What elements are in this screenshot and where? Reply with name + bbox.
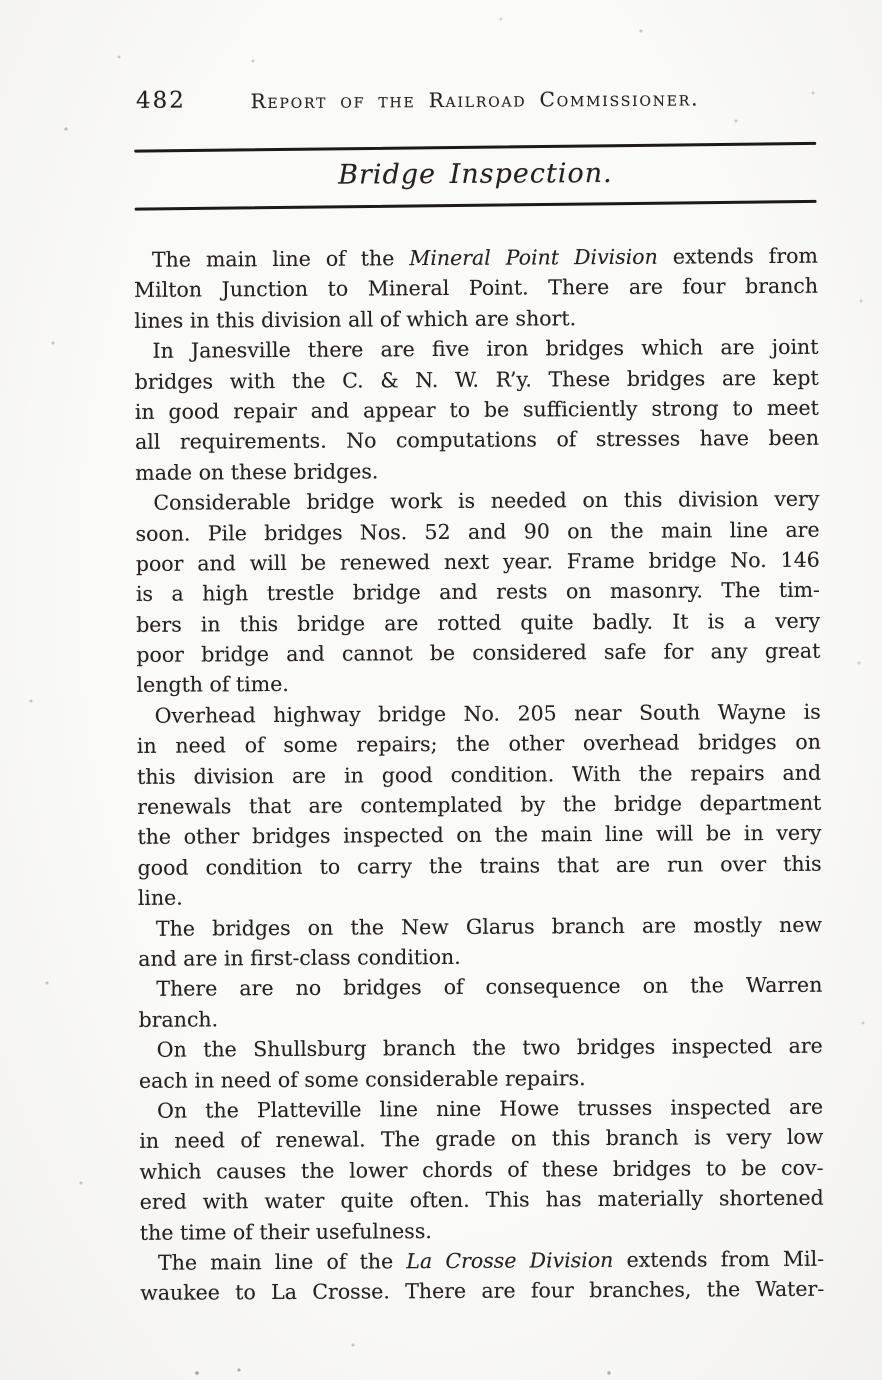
text-segment: On the Platteville line nine Howe trusses inspected are [157,1094,824,1123]
text-line [139,1152,823,1187]
divider-top [134,142,816,153]
text-line [134,301,818,336]
text-segment: ered with water quite often. This has materially shortened [139,1185,824,1214]
text-line [137,697,821,732]
paragraph [138,909,822,974]
paragraph [135,484,820,701]
text-line [138,909,822,944]
text-segment: is a high trestle bridge and rests on masonry. The tim- [135,577,821,607]
text-segment: extends from Mil- [613,1246,825,1272]
text-segment: the time of their usefulness. [139,1218,432,1245]
text-segment: soon. Pile bridges Nos. 52 and 90 on the main line are [135,517,820,546]
text-line [138,879,822,914]
text-line [139,1092,823,1127]
text-segment: The main line of the [157,1249,407,1275]
text-line [140,1244,824,1279]
paragraph [134,241,819,336]
text-segment: in need of some repairs; the other overhead bridges on [136,729,821,759]
page-number: 482 [135,87,186,114]
text-line [136,575,820,610]
italic-text: La Crosse Division [406,1247,614,1274]
text-line [135,514,819,549]
text-segment: poor and will be renewed next year. Frame bridge No. 146 [135,547,820,576]
text-segment: each in need of some considerable repairs. [138,1065,586,1093]
text-line [134,241,818,276]
text-line [139,1031,823,1066]
text-line [134,271,818,306]
paragraph [139,1092,824,1248]
text-line [140,1183,824,1218]
text-segment: length of time. [136,672,289,698]
text-segment: poor bridge and cannot be considered safe for any great [136,638,821,667]
text-line [137,757,821,792]
text-segment: bers in this bridge are rotted quite badly. It is a very [136,608,821,637]
paragraph [137,697,822,914]
text-segment: The main line of the [151,246,410,272]
text-line [138,1000,822,1035]
text-line [135,453,819,488]
text-segment: line. [137,885,183,911]
text-line [137,818,821,853]
text-segment: in good repair and appear to be sufficiently strong to meet [134,395,819,424]
text-segment: in need of renewal. The grade on this branch is very low [139,1125,824,1154]
text-line [135,423,819,458]
italic-text: Mineral Point Division [409,244,658,271]
paragraph [134,332,819,488]
text-segment: Milton Junction to Mineral Point. There are four branch [134,274,819,303]
paragraph [140,1244,824,1309]
text-segment: extends from [657,243,818,269]
text-segment: There are no bridges of consequence on the Warren [156,973,823,1002]
paragraph [138,970,822,1035]
text-line [139,1061,823,1096]
text-segment: this division are in good condition. With the repairs and [136,760,822,789]
text-segment: renewals that are contemplated by the bridge department [137,790,822,819]
text-segment: all requirements. No computations of stresses have been [134,426,820,455]
text-segment: and are in first-class condition. [138,944,461,971]
text-line [139,1122,823,1157]
section-title: Bridge Inspection. [338,157,613,191]
divider-bottom [135,200,817,211]
text-segment: waukee to La Crosse. There are four branches, the Water- [140,1276,825,1306]
text-line [140,1213,824,1248]
text-line [137,727,821,762]
text-line [135,362,819,397]
text-segment: The bridges on the New Glarus branch are mostly new [155,912,823,941]
text-segment: On the Shullsburg branch the two bridges inspected are [156,1033,823,1062]
text-line [138,848,822,883]
text-segment: bridges with the C. & N. W. R’y. These bridges are kept [134,365,819,394]
text-segment: the other bridges inspected on the main line will be in very [137,821,822,850]
text-segment: Considerable bridge work is needed on this division very [153,486,820,515]
text-line [138,940,822,975]
text-line [137,788,821,823]
text-segment: lines in this division all of which are short. [134,305,577,333]
text-line [134,332,818,367]
paragraph [139,1031,823,1096]
text-segment: branch. [138,1007,219,1032]
text-line [136,545,820,580]
body-text [134,241,824,1309]
text-line [135,484,819,519]
text-line [136,636,820,671]
text-segment: made on these bridges. [135,459,379,485]
text-segment: In Janesville there are five iron bridges which are joint [152,334,819,363]
text-segment: which causes the lower chords of these bridges to be cov- [139,1155,824,1184]
text-segment: Overhead highway bridge No. 205 near South Wayne is [154,699,821,728]
text-segment: good condition to carry the trains that are run over this [137,851,822,880]
running-header: Report of the Railroad Commissioner. [250,86,700,114]
text-line [136,666,820,701]
text-line [140,1274,824,1309]
text-line [135,393,819,428]
text-line [136,605,820,640]
text-line [138,970,822,1005]
